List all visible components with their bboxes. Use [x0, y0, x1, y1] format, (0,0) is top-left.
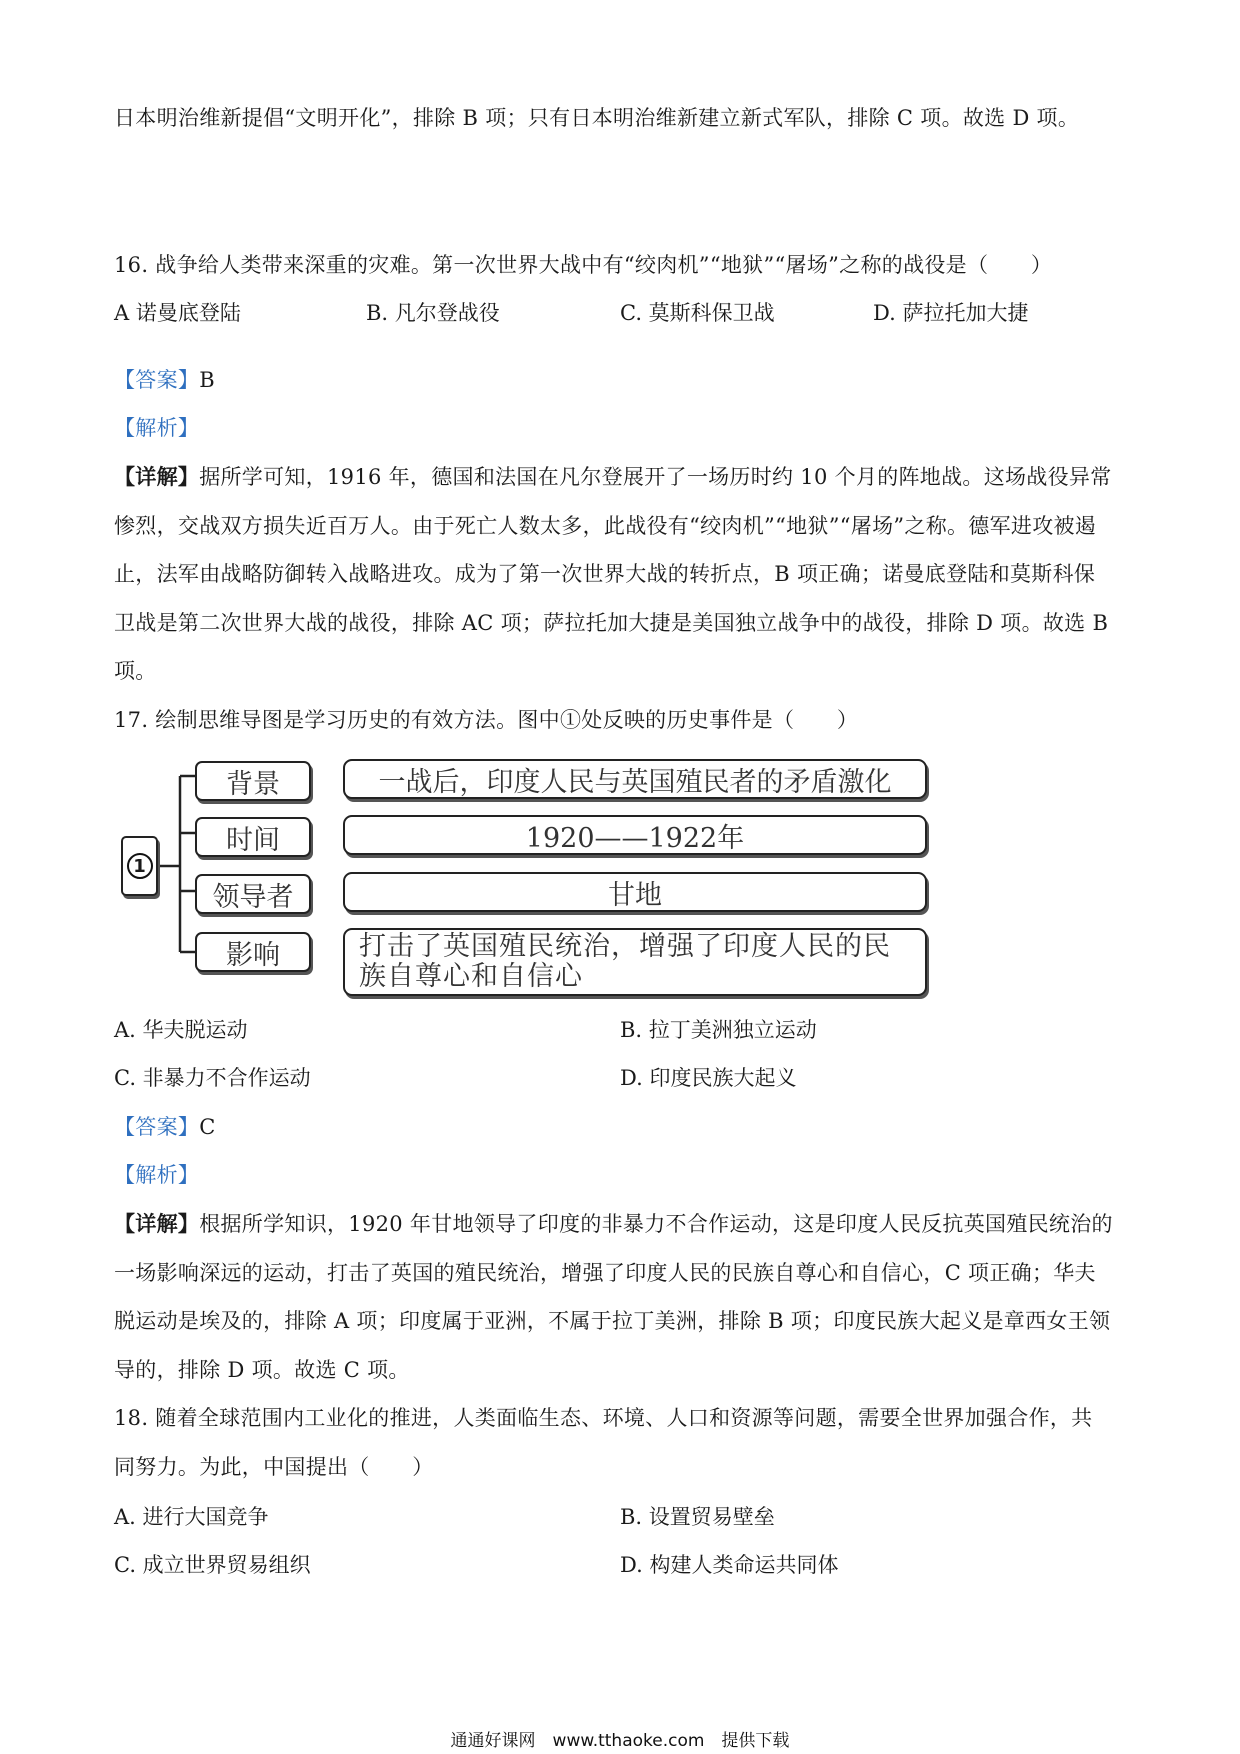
q18-question-line-2: 同努力。为此，中国提出（ ）	[114, 1455, 434, 1479]
q17-option-a: A. 华夫脱运动	[114, 1018, 248, 1042]
q17-analysis-tag: 【解析】	[114, 1163, 200, 1187]
mind-map-label-background: 背景	[195, 761, 311, 801]
q17-detail-line-4: 导的，排除 D 项。故选 C 项。	[114, 1358, 410, 1382]
q17-detail-line-3: 脱运动是埃及的，排除 A 项；印度属于亚洲，不属于拉丁美洲，排除 B 项；印度民族大起义是章西女王领	[114, 1309, 1111, 1333]
mind-map-label-time: 时间	[195, 817, 311, 857]
q16-detail-line-1	[114, 462, 1112, 492]
detail-text: 据所学可知，1916 年，德国和法国在凡尔登展开了一场历时约 10 个月的阵地战。这场战役异常	[199, 465, 1112, 489]
mind-map-content-time: 1920——1922年	[343, 815, 927, 855]
q17-option-b: B. 拉丁美洲独立运动	[620, 1018, 817, 1042]
detail-tag: 【详解】	[114, 1211, 200, 1236]
q16-detail-line-2: 惨烈，交战双方损失近百万人。由于死亡人数太多，此战役有“绞肉机”“地狱”“屠场”之称。德军进攻被遏	[114, 514, 1097, 538]
page-footer: 通通好课网 www.tthaoke.com 提供下载	[450, 1731, 790, 1751]
detail-text: 根据所学知识，1920 年甘地领导了印度的非暴力不合作运动，这是印度人民反抗英国殖民统治的	[199, 1212, 1113, 1236]
q18-option-b: B. 设置贸易壁垒	[620, 1505, 775, 1529]
q16-answer	[114, 365, 215, 395]
q16-option-d: D. 萨拉托加大捷	[873, 301, 1029, 325]
mind-map-label-impact: 影响	[195, 932, 311, 972]
q18-option-d: D. 构建人类命运共同体	[620, 1553, 839, 1577]
q18-question-line-1: 18. 随着全球范围内工业化的推进，人类面临生态、环境、人口和资源等问题，需要全世界加强合作，共	[114, 1406, 1093, 1430]
answer-value: C	[199, 1115, 216, 1139]
q16-option-a: A 诺曼底登陆	[114, 301, 241, 325]
answer-value: B	[199, 368, 215, 392]
q17-question: 17. 绘制思维导图是学习历史的有效方法。图中①处反映的历史事件是（ ）	[114, 708, 859, 732]
q16-detail-line-3: 止，法军由战略防御转入战略进攻。成为了第一次世界大战的转折点，B 项正确；诺曼底登陆和莫斯科保	[114, 562, 1096, 586]
q16-question: 16. 战争给人类带来深重的灾难。第一次世界大战中有“绞肉机”“地狱”“屠场”之称的战役是（ ）	[114, 253, 1053, 277]
answer-tag: 【答案】	[114, 1115, 200, 1139]
mind-map-center-node	[121, 836, 158, 896]
q16-option-c: C. 莫斯科保卫战	[620, 301, 775, 325]
q16-detail-line-5: 项。	[114, 659, 157, 683]
q17-option-d: D. 印度民族大起义	[620, 1066, 797, 1090]
mind-map-label-leader: 领导者	[195, 874, 311, 914]
q17-detail-line-2: 一场影响深远的运动，打击了英国的殖民统治，增强了印度人民的民族自尊心和自信心，C 项正确；华夫	[114, 1261, 1096, 1285]
q16-analysis-tag: 【解析】	[114, 416, 200, 440]
q17-detail-line-1	[114, 1209, 1113, 1239]
mind-map-content-impact: 打击了英国殖民统治，增强了印度人民的民族自尊心和自信心	[343, 928, 927, 996]
continued-explanation-line: 日本明治维新提倡“文明开化”，排除 B 项；只有日本明治维新建立新式军队，排除 C 项。故选 D 项。	[114, 106, 1080, 130]
answer-tag: 【答案】	[114, 368, 200, 392]
mind-map-content-background: 一战后，印度人民与英国殖民者的矛盾激化	[343, 759, 927, 799]
q16-detail-line-4: 卫战是第二次世界大战的战役，排除 AC 项；萨拉托加大捷是美国独立战争中的战役，排除 D 项。故选 B	[114, 611, 1109, 635]
mind-map-content-leader: 甘地	[343, 872, 927, 912]
detail-tag: 【详解】	[114, 464, 200, 489]
q18-option-c: C. 成立世界贸易组织	[114, 1553, 311, 1577]
q18-option-a: A. 进行大国竞争	[114, 1505, 269, 1529]
q16-option-b: B. 凡尔登战役	[366, 301, 500, 325]
q17-option-c: C. 非暴力不合作运动	[114, 1066, 311, 1090]
q17-answer	[114, 1112, 216, 1142]
circle-number-one: 1	[127, 853, 153, 879]
